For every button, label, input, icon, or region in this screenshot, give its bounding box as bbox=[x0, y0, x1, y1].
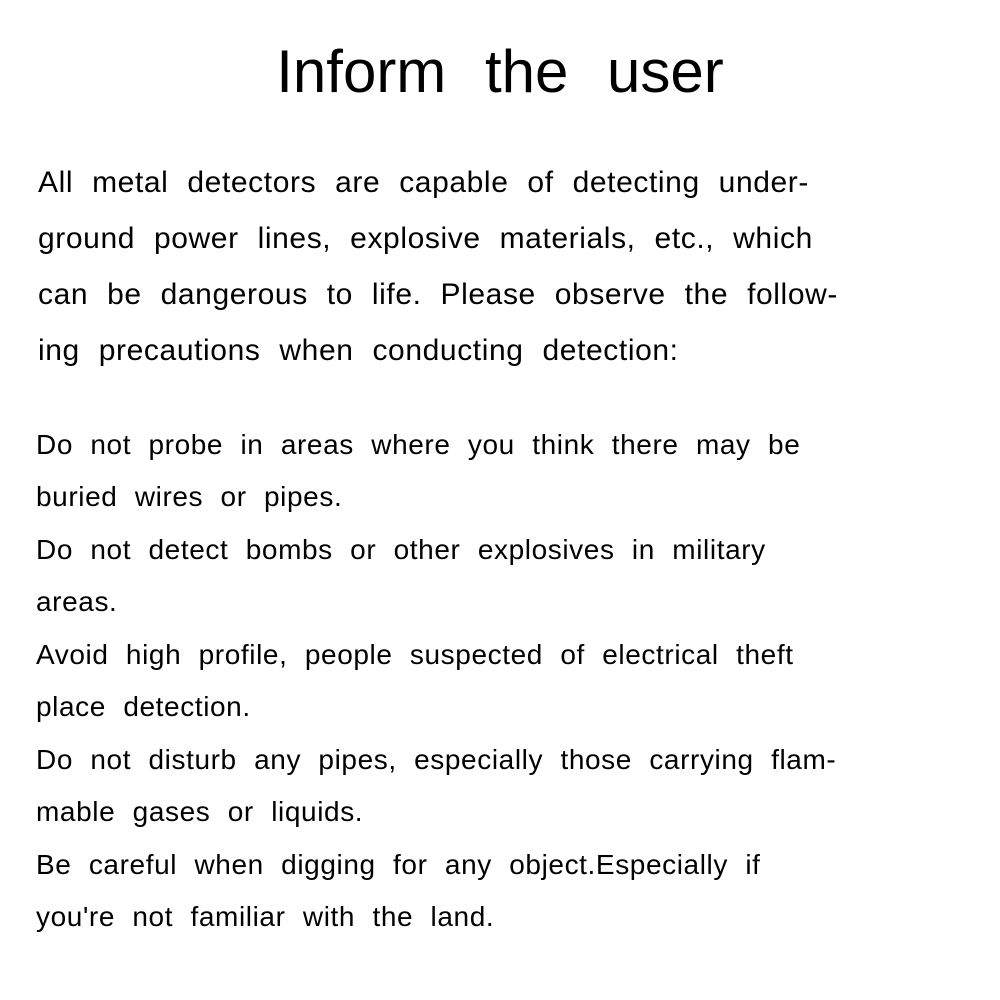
precaution-line: buried wires or pipes. bbox=[36, 481, 343, 512]
intro-line: ing precautions when conducting detection: bbox=[38, 334, 679, 367]
precaution-line: areas. bbox=[36, 586, 118, 617]
precaution-line: Avoid high profile, people suspected of electrical theft bbox=[36, 639, 794, 670]
page-title: Inform the user bbox=[276, 38, 724, 105]
intro-line: can be dangerous to life. Please observe the follow- bbox=[38, 278, 838, 311]
precaution-line: Do not detect bombs or other explosives in military bbox=[36, 534, 766, 565]
intro-line: ground power lines, explosive materials, etc., which bbox=[38, 222, 813, 255]
precaution-line: place detection. bbox=[36, 691, 251, 722]
precaution-line: Do not probe in areas where you think there may be bbox=[36, 429, 801, 460]
intro-line: All metal detectors are capable of detecting under- bbox=[38, 166, 809, 199]
precaution-line: Do not disturb any pipes, especially those carrying flam- bbox=[36, 744, 837, 775]
precaution-line: you're not familiar with the land. bbox=[36, 901, 495, 932]
precaution-line: mable gases or liquids. bbox=[36, 796, 364, 827]
precaution-line: Be careful when digging for any object.Especially if bbox=[36, 849, 761, 880]
